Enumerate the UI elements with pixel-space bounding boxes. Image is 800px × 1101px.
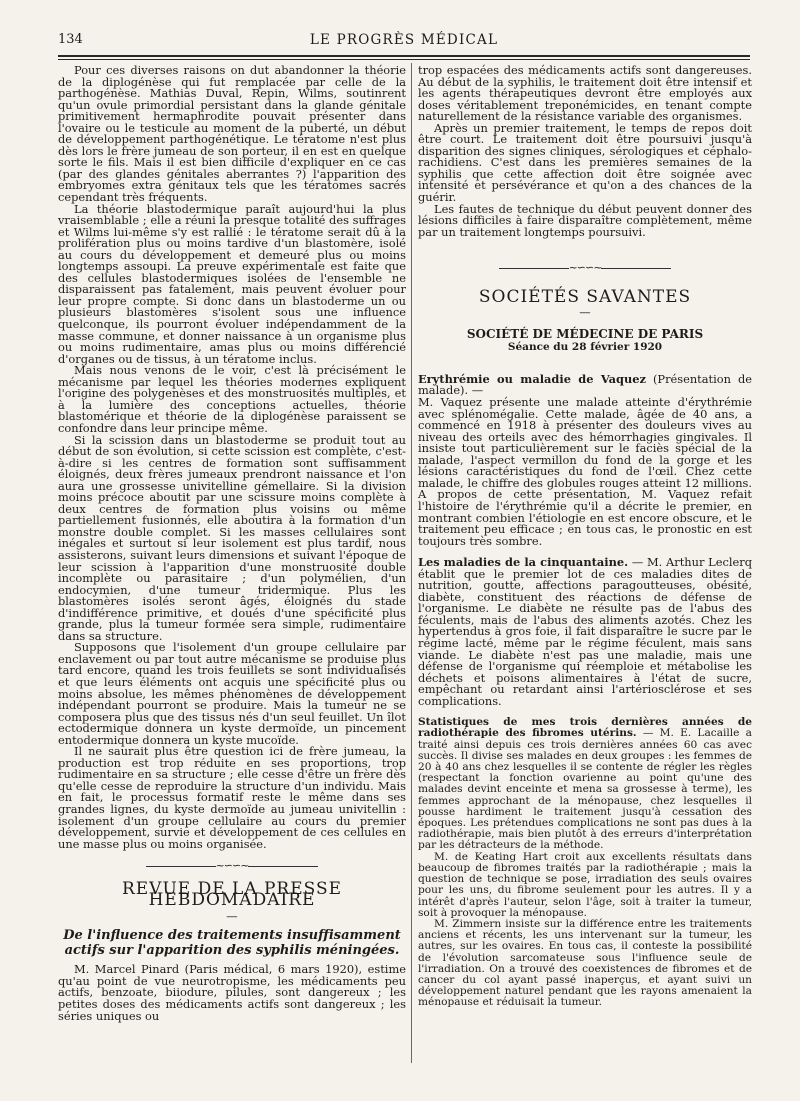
society-name: SOCIÉTÉ DE MÉDECINE DE PARIS <box>466 326 704 341</box>
left-column <box>58 65 406 1022</box>
header-rule-thick <box>58 55 750 57</box>
paragraph: Si la scission dans un blastoderme se produit tout au début de son évolution, si cette scission est complète, c'est-à-dire si les centres de formation sont suffisamment éloignés, deux frères jumeaux prendront naissance et l'on aura une grossesse univitelline gémellaire. Si la division moins précoce aboutit par une scissure moins complète à deux centres de formation plus voisins ou même partiellement fusionnés, elle aboutira à la formation d'un monstre double complet. Si les masses cellulaires sont inégales et surtout si leur isolement est plus tardif, nous assisterons, suivant leurs dimensions et suivant l'époque de leur scission à l'apparition d'une monstruosité double incomplète ou parasitaire ; d'un polymélien, d'un endocymien, d'une tumeur tridermique. Plus les blastomères isolés seront âgés, éloignés du stade d'indifférence primitive, et doués d'une spécificité plus grande, plus la tumeur formée sera simple, rudimentaire dans sa structure. <box>58 432 406 643</box>
paragraph: trop espacées des médicaments actifs sont dangereuses. Au début de la syphilis, le traitement doit être intensif et les agents thérapeutiques devront être employés aux doses véritablement treponémicides, en tenant compte naturellement de la résistance variable des organismes. <box>418 63 752 124</box>
section-title: REVUE DE LA PRESSE HEBDOMADAIRE <box>121 878 343 911</box>
paragraph: M. Marcel Pinard (Paris médical, 6 mars 1920), estime qu'au point de vue neurotropisme, les médicaments peu actifs, benzoate, biiodure, pilules, sont dangereux ; les petites doses des médicaments actifs sont dangereux ; les séries uniques ou <box>58 962 406 1023</box>
paragraph: Après un premier traitement, le temps de repos doit être court. Le traitement doit être poursuivi jusqu'à disparition des signes cliniques, sérologiques et céphalo-rachidiens. C'est dans les premières semaines de la syphilis que cette affection doit être soignée avec intensité et persévérance et qu'on a des chances de la guérir. <box>418 120 752 205</box>
article-radiotherapie <box>418 717 752 851</box>
section-dash: — <box>226 908 238 923</box>
section-ornament: ~∽∽~ <box>418 262 752 274</box>
running-header <box>58 30 750 52</box>
article-vaquez <box>418 371 752 398</box>
right-column <box>418 65 752 1009</box>
article-title: De l'influence des traitements insuffisamment actifs sur l'apparition des syphilis méningées. <box>63 928 401 959</box>
journal-title: LE PROGRÈS MÉDICAL <box>309 32 499 48</box>
article-body: — M. E. Lacaille a traité ainsi depuis ces trois dernières années 60 cas avec succès. Il divise ses malades en deux groupes : les femmes de 20 à 40 ans chez lesquelles il se contente de régler les règles (respectant la fonction ovarienne au point qu'une des malades devint enceinte et mena sa grossesse à terme), les femmes approchant de la ménopause, chez lesquelles il pousse hardiment le traitement jusqu'à cessation des époques. Les prétendues complications ne sont pas dues à la radiothérapie, mais bien plutôt à des erreurs d'interprétation par les détracteurs de la méthode. <box>418 727 752 852</box>
paragraph: Il ne saurait plus être question ici de frère jumeau, la production est trop réduite en ses proportions, trop rudimentaire en sa structure ; elle cesse d'être un frère dès qu'elle cesse de reproduire la structure d'un individu. Mais en fait, le processus formatif reste le même dans ses grandes lignes, du kyste dermoïde au jumeau univitellin : isolement d'un groupe cellulaire au cours du premier développement, survie et développement de ces cellules en une masse plus ou moins organisée. <box>58 744 406 851</box>
section-title: SOCIÉTÉS SAVANTES <box>478 286 692 307</box>
article-cinquantaine <box>418 557 752 707</box>
paragraph: Les fautes de technique du début peuvent donner des lésions difficiles à faire disparaître complètement, même par un traitement longtemps poursuivi. <box>418 201 752 239</box>
column-divider <box>411 63 412 1063</box>
article-heading: Erythrémie ou maladie de Vaquez <box>418 371 646 386</box>
page-number: 134 <box>58 32 83 47</box>
session-date: Séance du 28 février 1920 <box>507 341 663 354</box>
section-ornament: ~∽∽~ <box>58 860 406 872</box>
header-rule-thin <box>58 59 750 60</box>
paragraph: Pour ces diverses raisons on dut abandonner la théorie de la diplogénèse qui fut remplacée par celle de la parthogénèse. Mathias Duval, Repin, Wilms, soutinrent qu'un ovule primordial persistant dans la glande génitale primitivement hermaphrodite pouvait présenter dans l'ovaire ou le testicule au moment de la puberté, un début de développement parthogénétique. Le tératome n'est plus dès lors le frère jumeau de son porteur, il en est en quelque sorte le fils. Mais il est bien difficile d'expliquer en ce cas (par des glandes génitales aberrantes ?) l'apparition des embryomes extra génitaux tels que les tératomes sacrés cependant très fréquents. <box>58 63 406 205</box>
paragraph: La théorie blastodermique paraît aujourd'hui la plus vraisemblable ; elle a réuni la presque totalité des suffrages et Wilms lui-même s'y est rallié : le tératome serait dû à la prolifération plus ou moins tardive d'un blastomère, isolé au cours du développement et demeuré plus ou moins longtemps assoupi. La preuve expérimentale est faite que des cellules blastodermiques isolées de l'ensemble ne disparaissent pas fatalement, mais peuvent évoluer pour leur propre compte. Si donc dans un blastoderme un ou plusieurs blastomères s'isolent sous une influence quelconque, ils pourront évoluer indépendamment de la masse commune, et donner naissance à un organisme plus ou moins rudimentaire, amas plus ou moins différencié d'organes ou de tissus, à un tératome inclus. <box>58 201 406 366</box>
paragraph: Mais nous venons de le voir, c'est là précisément le mécanisme par lequel les théories modernes expliquent l'origine des polygenèses et des monstruosités multiples, et à la lumière des conceptions actuelles, théorie blastomérique et théorie de la diplogénèse paraissent se confondre dans leur principe même. <box>58 363 406 435</box>
article-heading: Statistiques de mes trois dernières années de radiothérapie des fibromes utérins. <box>418 716 752 740</box>
article-heading-rest: (Présentation de malade). — <box>418 371 752 398</box>
paragraph: Supposons que l'isolement d'un groupe cellulaire par enclavement ou par tout autre mécanisme se produise plus tard encore, quand les trois feuillets se sont individualisés et que leurs éléments ont acquis une spécificité plus ou moins absolue, les mêmes phénomènes de développement indépendant pourront se produire. Mais la tumeur ne se composera plus que des tissus nés d'un seul feuillet. Un îlot ectodermique donnera un kyste dermoïde, un pincement entodermique donnera un kyste mucoïde. <box>58 640 406 747</box>
paragraph: M. de Keating Hart croit aux excellents résultats dans beaucoup de fibromes traités par la radiothérapie ; mais la question de technique se pose, irradiation des seuls ovaires pour les uns, du fibrome seulement pour les autres. Il y a intérêt d'après l'auteur, selon l'âge, soit à traiter la tumeur, soit à provoquer la ménopause. <box>418 850 752 919</box>
section-dash: — <box>579 305 591 320</box>
paragraph: M. Zimmern insiste sur la différence entre les traitements anciens et récents, les uns intervenant sur la tumeur, les autres, sur les ovaires. En tous cas, il conteste la possibilité de l'évolution sarcomateuse sous l'influence seule de l'irradiation. On a trouvé des coexistences de fibromes et de cancer du col ayant passé inaperçus, et ayant suivi un développement naturel pendant que les rayons amenaient la ménopause et réduisait la tumeur. <box>418 917 752 1009</box>
article-body: — M. Arthur Leclerq établit que le premier lot de ces maladies dites de nutrition, goutte, affections paragoutteuses, obésité, diabète, constituent des réactions de défense de l'organisme. Le diabète ne résulte pas de l'abus des féculents, mais de l'abus des aliments azotés. Chez les hypertendus à gros foie, il fait disparaître le sucre par le régime lacté, même par le régime féculent, mais sans viande. Le diabète n'est pas une maladie, mais une défense de l'organisme qui réemploie et métabolise les déchets et poisons alimentaires à l'état de sucre, empêchant ou retardant ainsi l'artériosclérose et ses complications. <box>418 555 752 708</box>
article-heading: Les maladies de la cinquantaine. <box>418 555 629 570</box>
paragraph: M. Vaquez présente une malade atteinte d'érythrémie avec splénomégalie. Cette malade, âgée de 40 ans, a commencé en 1918 à présenter des douleurs vives au niveau des orteils avec des hémorrhagies gingivales. Il insiste tout particulièrement sur le faciès spécial de la malade, l'aspect vermillon du fond de la gorge et les lésions caractéristiques du fond de l'œil. Chez cette malade, le chiffre des globules rouges atteint 12 millions. A propos de cette présentation, M. Vaquez refait l'histoire de l'érythrémie qu'il a décrite le premier, en montrant combien l'étiologie en est encore obscure, et le traitement peu efficace ; en tous cas, le pronostic en est toujours très sombre. <box>418 395 752 548</box>
